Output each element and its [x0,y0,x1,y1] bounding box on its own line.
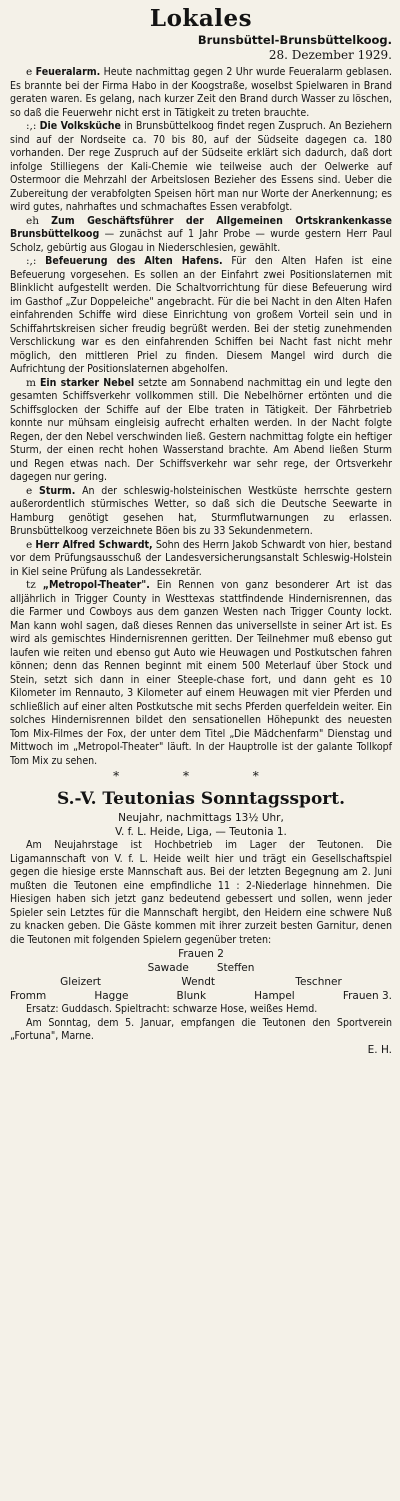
lineup-player: Frauen 3. [342,990,392,1002]
article-text: Für den Alten Hafen ist eine Befeuerung vorgesehen. Es sollen an der Einfahrt zwei Positionslaternen mit Blinklicht aufgestellt werden. Die Schaltvorrichtung für diese Befeuerung wird im Gasthof „Zur Doppeleiche" angebracht. Für die bei Nacht in den Alten Hafen einfahrenden Schiffe wird diese Einrichtung von großem Vorteil sein und in Schiffahrtskreisen sicher freudig begrüßt werden. Bei der stetig zunehmenden Verschlickung war es den einfahrenden Schiffen bei Nacht fast nicht mehr möglich, den mittleren Priel zu finden. Diesem Mangel wird durch die Aufrichtung der Positionslaternen abgeholfen. [10,255,393,375]
article-health-insurance [10,215,392,256]
article-headline: Befeuerung des Alten Hafens. [45,255,223,267]
lineup-ersatz: Ersatz: Guddasch. Spieltracht: schwarze Hose, weißes Hemd. [26,1003,318,1015]
date-line: 28. Dezember 1929. [268,48,392,62]
article-text: setzte am Sonnabend nachmittag ein und legte den gesamten Schiffsverkehr vollkommen still. Die Nebelhörner ertönten und die Schiffsglocken der Schiffe auf der Elbe traten in Tätigkeit. Der Fährbetrieb konnte nur mühsam eingleisig aufrecht erhalten werden. In der Nacht folgte Regen, der den Nebel verschwinden ließ. Gestern nachmittag folgte ein heftiger Sturm, der einen recht hohen Wasserstand brachte. Am Abend ließen Sturm und Regen etwas nach. Der Schiffsverkehr war sehr rege, der Ortsverkehr dagegen nur gering. [10,376,392,483]
lineup-row-forwards [10,989,392,1003]
article-metropol-theater [10,579,392,768]
article-fog [10,377,392,485]
lineup-player: Steffen [216,962,255,974]
article-storm [10,485,392,539]
article-headline: Ein starker Nebel [39,376,135,389]
article-headline: Herr Alfred Schwardt, [35,538,153,551]
lineup-player: Hagge [94,990,129,1002]
sport-subtitle-time: Neujahr, nachmittags 13½ Uhr, [118,812,284,824]
article-mark: e [26,538,33,551]
article-text: — zunächst auf 1 Jahr Probe — wurde gestern Herr Paul Scholz, gebürtig aus Glogau in Niederschlesien, gewählt. [10,228,392,254]
article-headline: Zum Geschäftsführer der Allgemeinen Ortskrankenkasse Brunsbüttelkoog [10,214,392,240]
article-mark: e [26,66,33,78]
article-headline: „Metropol-Theater". [42,579,150,591]
place-line: Brunsbüttel-Brunsbüttelkoog. [197,33,392,47]
article-mark: eh [26,214,40,227]
article-text: Heute nachmittag gegen 2 Uhr wurde Feueralarm geblasen. Es brannte bei der Firma Habo in der Koogstraße, woselbst Spielwaren in Brand geraten waren. Es gelang, nach kurzer Zeit den Brand durch Wasser zu löschen, so daß die Feuerwehr nicht erst in Tätigkeit zu treten brauchte. [10,66,393,119]
article-mark: tz [26,579,36,591]
article-text: in Brunsbüttelkoog findet regen Zuspruch. An Beziehern sind auf der Nordseite ca. 70 bis 80, auf der Südseite dagegen ca. 180 vorhanden. Der rege Zuspruch auf der Südseite erklärt sich dadurch, daß dort infolge Stilliegens der Kali-Chemie wie teilweise auch der Oelwerke auf Ostermoor die Mehrzahl der Arbeitslosen Bezieher des Essens sind. Ueber die Zubereitung der verabfolgten Speisen hört man nur Worte der Anerkennung; es wird gutes, nahrhaftes und schmachaftes Essen verabfolgt. [10,120,393,213]
article-mark: :,: [26,255,37,267]
sport-subtitle-match: V. f. L. Heide, Liga, — Teutonia 1. [115,825,287,838]
lineup-player: Gleizert [60,976,102,988]
lineup-player: Fromm [10,990,47,1002]
article-headline: Feueralarm. [35,66,101,78]
lineup-row-goal [10,947,392,961]
separator-stars: * * * [113,769,289,783]
sport-text: Am Neujahrstage ist Hochbetrieb im Lager der Teutonen. Die Ligamannschaft von V. f. L. Heide weilt hier und trägt ein Gesellschaftspiel gegen die hiesige erste Mannschaft aus. Bei der letzten Begegnung am 2. Juni mußten die Teutonen eine empfindliche 11 : 2-Niederlage hinnehmen. Die Hiesigen haben sich jetzt ganz bedeutend gebessert und sollen, wenn jeder Spieler sein Letztes für die Mannschaft hergibt, den Heidern eine schwere Nuß zu knacken geben. Die Gäste kommen mit ihrer zurzeit besten Garnitur, denen die Teutonen mit folgenden Spielern gegenüber treten: [10,839,392,946]
team-lineup [10,947,392,1003]
article-fire-alarm [10,66,392,120]
lineup-player: Frauen 2 [178,948,224,960]
article-headline: Die Volksküche [39,120,121,132]
lineup-player: Teschner [295,976,342,988]
section-title: Lokales [149,5,253,32]
article-headline: Sturm. [39,484,76,497]
lineup-player: Wendt [181,976,216,988]
sport-closing: Am Sonntag, dem 5. Januar, empfangen die Teutonen den Sportverein „Fortuna", Marne. [10,1016,392,1042]
article-mark: m [26,376,37,389]
lineup-player: Blunk [176,990,207,1002]
article-text: An der schleswig-holsteinischen Westküste herrschte gestern außerordentlich stürmisches Wetter, so daß sich die Deutsche Seewarte in Hamburg genötigt gesehen hat, Sturmflutwarnungen zu erlassen. Brunsbüttelkoog verzeichnete Böen bis zu 33 Sekundenmetern. [10,484,393,537]
lineup-row-backs [10,961,392,975]
article-mark: e [26,484,33,497]
lineup-player: Sawade [147,962,189,974]
article-text: Sohn des Herrn Jakob Schwardt von hier, bestand vor dem Prüfungsausschuß der Landesversicherungsanstalt Schleswig-Holstein in Kiel seine Prüfung als Landessekretär. [10,538,393,578]
signature: E. H. [367,1043,392,1056]
article-schwardt [10,539,392,580]
lineup-player: Hampel [254,990,295,1002]
article-soup-kitchen [10,120,392,215]
sport-title: S.-V. Teutonias Sonntagssport. [56,789,346,809]
article-harbor-lights [10,255,392,377]
lineup-row-halves [10,975,392,989]
article-mark: :,: [26,120,37,132]
article-text: Ein Rennen von ganz besonderer Art ist das alljährlich in Trigger County in Westtexas stattfindende Hindernisrennen, das die Farmer und Cowboys aus dem ganzen Westen nach Trigger County lockt. Man kann wohl sagen, daß dieses Rennen das universellste in seiner Art ist. Es wird als gemischtes Hindernisrennen geritten. Der Teilnehmer muß ebenso gut laufen wie reiten und ebenso gut Auto wie Heuwagen und Postkutschen fahren können; denn das Rennen beginnt mit einem 500 Meterlauf über Stock und Stein, setzt sich dann in einer Steeple-chase fort, und dann geht es 10 Kilometer im Rennauto, 3 Kilometer auf einem Heuwagen mit vier Pferden und schließlich auf einer alten Postkutsche mit sechs Pferden querfeldein weiter. Ein solches Hindernisrennen bildet den sensationellen Höhepunkt des neuesten Tom Mix-Filmes der Fox, der unter dem Titel „Die Mädchenfarm" Dienstag und Mittwoch im „Metropol-Theater" läuft. In der Hauptrolle ist der galante Tollkopf Tom Mix zu sehen. [10,579,392,767]
